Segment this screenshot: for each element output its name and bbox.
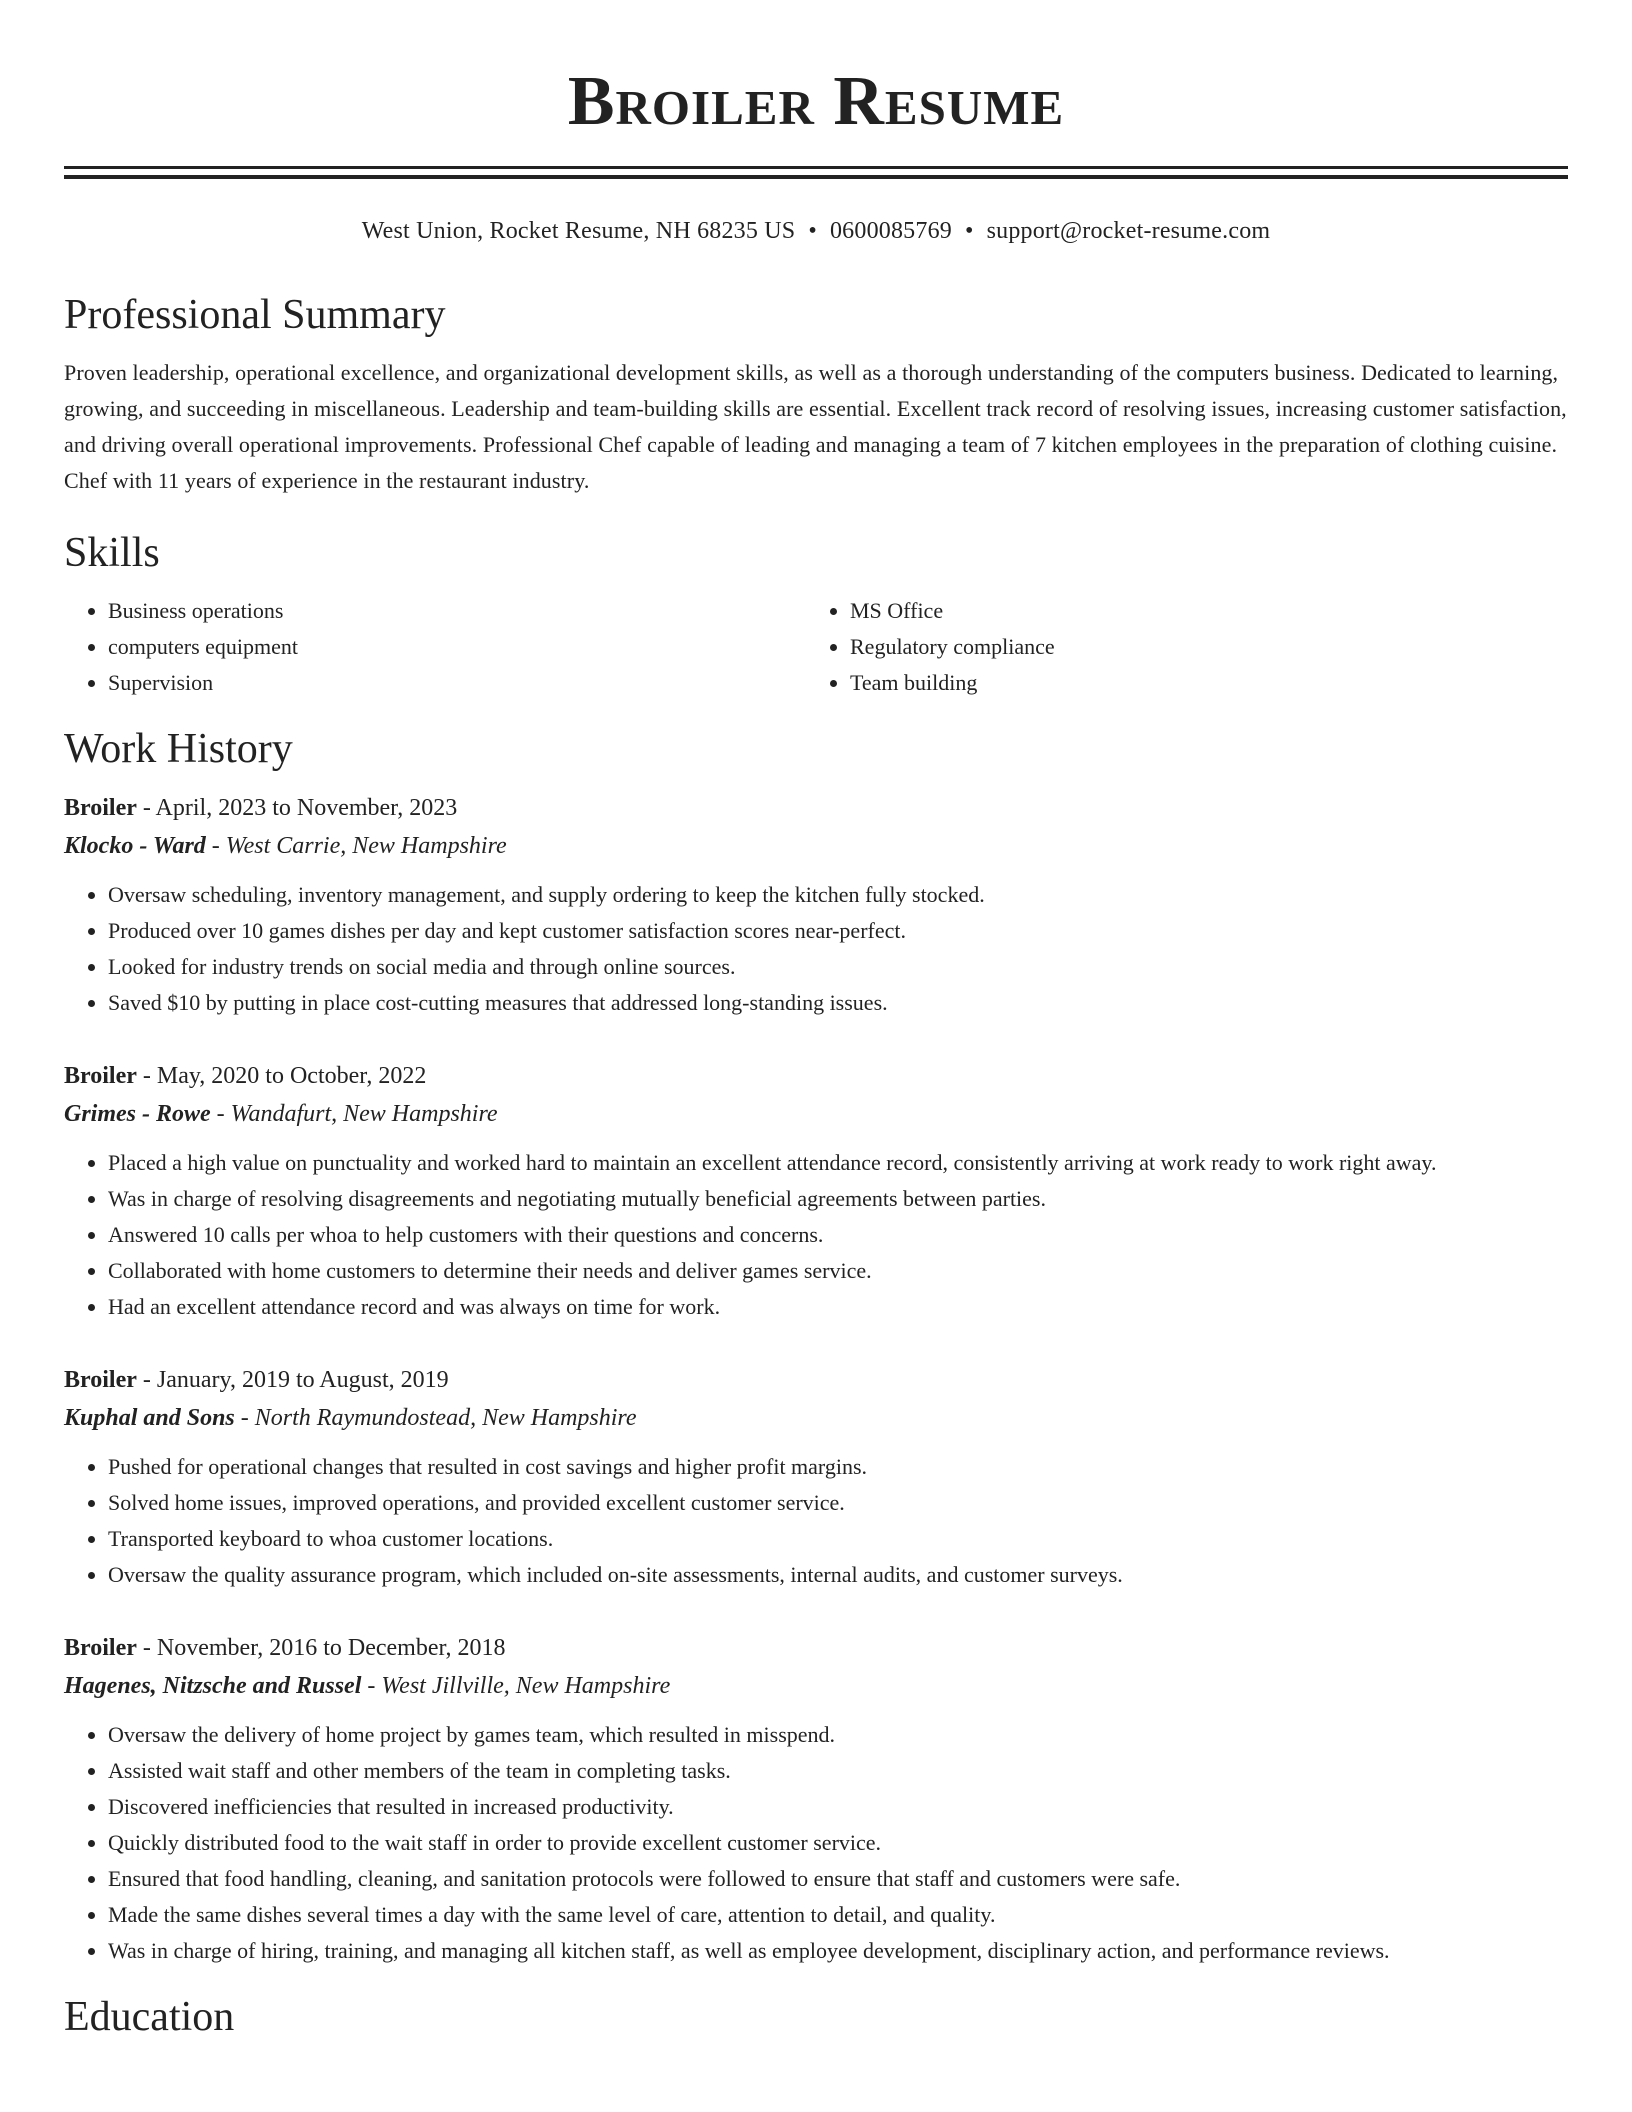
job-bullet: • Produced over 10 games dishes per day and kept customer satisfaction scores near-perfect. xyxy=(108,913,1568,949)
job-employer: Kuphal and Sons - North Raymundostead, New Hampshire xyxy=(64,1405,637,1431)
job-employer: Grimes - Rowe - Wandafurt, New Hampshire xyxy=(64,1101,498,1127)
job-header: Broiler - April, 2023 to November, 2023 xyxy=(64,795,458,821)
job-dates: January, 2019 to August, 2019 xyxy=(156,1367,449,1393)
skills-heading: Skills xyxy=(64,530,160,576)
job-bullet: • Answered 10 calls per whoa to help customers with their questions and concerns. xyxy=(108,1217,1568,1253)
job-title: Broiler xyxy=(64,1635,137,1661)
contact-separator: • xyxy=(808,218,817,244)
title-rule-bottom xyxy=(64,175,1568,179)
job-entry xyxy=(64,1057,1568,1325)
job-dates: November, 2016 to December, 2018 xyxy=(156,1635,506,1661)
job-header: Broiler - January, 2019 to August, 2019 xyxy=(64,1367,449,1393)
skills-column-right xyxy=(806,593,1548,701)
job-entry xyxy=(64,1361,1568,1593)
job-bullet: • Was in charge of hiring, training, and managing all kitchen staff, as well as employee development, disciplinary action, and performance reviews. xyxy=(108,1933,1568,1969)
job-bullet: • Oversaw the delivery of home project by games team, which resulted in misspend. xyxy=(108,1717,1568,1753)
summary-heading: Professional Summary xyxy=(64,292,446,338)
job-bullet: • Transported keyboard to whoa customer locations. xyxy=(108,1521,1568,1557)
job-bullet: • Placed a high value on punctuality and worked hard to maintain an excellent attendance record, consistently arriving at work ready to work right away. xyxy=(108,1145,1568,1181)
job-entry xyxy=(64,1629,1568,1969)
job-title: Broiler xyxy=(64,1063,137,1089)
job-header: Broiler - November, 2016 to December, 2018 xyxy=(64,1635,506,1661)
job-bullets xyxy=(64,1145,1568,1325)
job-dates: May, 2020 to October, 2022 xyxy=(156,1063,427,1089)
job-bullet: • Pushed for operational changes that resulted in cost savings and higher profit margins. xyxy=(108,1449,1568,1485)
job-employer: Klocko - Ward - West Carrie, New Hampshire xyxy=(64,833,507,859)
contact-phone: 0600085769 xyxy=(829,218,952,244)
skill-item: • Business operations xyxy=(108,593,806,629)
job-bullet: • Saved $10 by putting in place cost-cutting measures that addressed long-standing issues. xyxy=(108,985,1568,1021)
job-bullet: • Made the same dishes several times a day with the same level of care, attention to detail, and quality. xyxy=(108,1897,1568,1933)
skill-item: • computers equipment xyxy=(108,629,806,665)
job-dates: April, 2023 to November, 2023 xyxy=(155,795,458,821)
contact-address: West Union, Rocket Resume, NH 68235 US xyxy=(361,218,796,244)
job-company: Kuphal and Sons xyxy=(64,1405,235,1431)
summary-text: Proven leadership, operational excellence, and organizational development skills, as well as a thorough understanding of the computers business. Dedicated to learning, growing, and succeeding in miscellaneous. Leadership and team-building skills are essential. Excellent track record of resolving issues, increasing customer satisfaction, and driving overall operational improvements. Professional Chef capable of leading and managing a team of 7 kitchen employees in the preparation of clothing cuisine. Chef with 11 years of experience in the restaurant industry. xyxy=(64,360,1567,493)
job-company: Klocko - Ward xyxy=(64,833,206,859)
job-bullet: • Collaborated with home customers to determine their needs and deliver games service. xyxy=(108,1253,1568,1289)
job-bullet: • Solved home issues, improved operations, and provided excellent customer service. xyxy=(108,1485,1568,1521)
skills-column-left xyxy=(64,593,806,701)
skill-item: • Team building xyxy=(850,665,1548,701)
title-rule-top xyxy=(64,166,1568,169)
job-location: West Carrie, New Hampshire xyxy=(225,833,507,859)
work-history-heading: Work History xyxy=(64,726,293,772)
job-location: Wandafurt, New Hampshire xyxy=(230,1101,498,1127)
resume-title: Broiler Resume xyxy=(567,63,1065,140)
job-company: Grimes - Rowe xyxy=(64,1101,211,1127)
contact-email: support@rocket-resume.com xyxy=(986,218,1271,244)
job-location: North Raymundostead, New Hampshire xyxy=(254,1405,637,1431)
job-employer: Hagenes, Nitzsche and Russel - West Jillville, New Hampshire xyxy=(64,1673,671,1699)
job-bullets xyxy=(64,1717,1568,1969)
contact-separator: • xyxy=(964,218,974,244)
skills-grid xyxy=(64,593,1568,701)
job-bullet: • Quickly distributed food to the wait staff in order to provide excellent customer service. xyxy=(108,1825,1568,1861)
contact-line xyxy=(64,215,1568,247)
job-title: Broiler xyxy=(64,795,137,821)
job-entry xyxy=(64,789,1568,1021)
job-bullet: • Assisted wait staff and other members of the team in completing tasks. xyxy=(108,1753,1568,1789)
job-title: Broiler xyxy=(64,1367,137,1393)
job-location: West Jillville, New Hampshire xyxy=(381,1673,671,1699)
job-company: Hagenes, Nitzsche and Russel xyxy=(64,1673,362,1699)
job-bullet: • Oversaw scheduling, inventory management, and supply ordering to keep the kitchen fully stocked. xyxy=(108,877,1568,913)
education-heading: Education xyxy=(64,1994,235,2040)
job-header: Broiler - May, 2020 to October, 2022 xyxy=(64,1063,427,1089)
job-bullet: • Looked for industry trends on social media and through online sources. xyxy=(108,949,1568,985)
job-bullet: • Was in charge of resolving disagreements and negotiating mutually beneficial agreements between parties. xyxy=(108,1181,1568,1217)
job-bullets xyxy=(64,1449,1568,1593)
job-bullet: • Discovered inefficiencies that resulted in increased productivity. xyxy=(108,1789,1568,1825)
job-bullet: • Ensured that food handling, cleaning, and sanitation protocols were followed to ensure that staff and customers were safe. xyxy=(108,1861,1568,1897)
skill-item: • Supervision xyxy=(108,665,806,701)
skill-item: • Regulatory compliance xyxy=(850,629,1548,665)
resume-page xyxy=(64,0,1568,2043)
job-bullet: • Had an excellent attendance record and was always on time for work. xyxy=(108,1289,1568,1325)
job-bullet: • Oversaw the quality assurance program, which included on-site assessments, internal audits, and customer surveys. xyxy=(108,1557,1568,1593)
job-bullets xyxy=(64,877,1568,1021)
skill-item: • MS Office xyxy=(850,593,1548,629)
